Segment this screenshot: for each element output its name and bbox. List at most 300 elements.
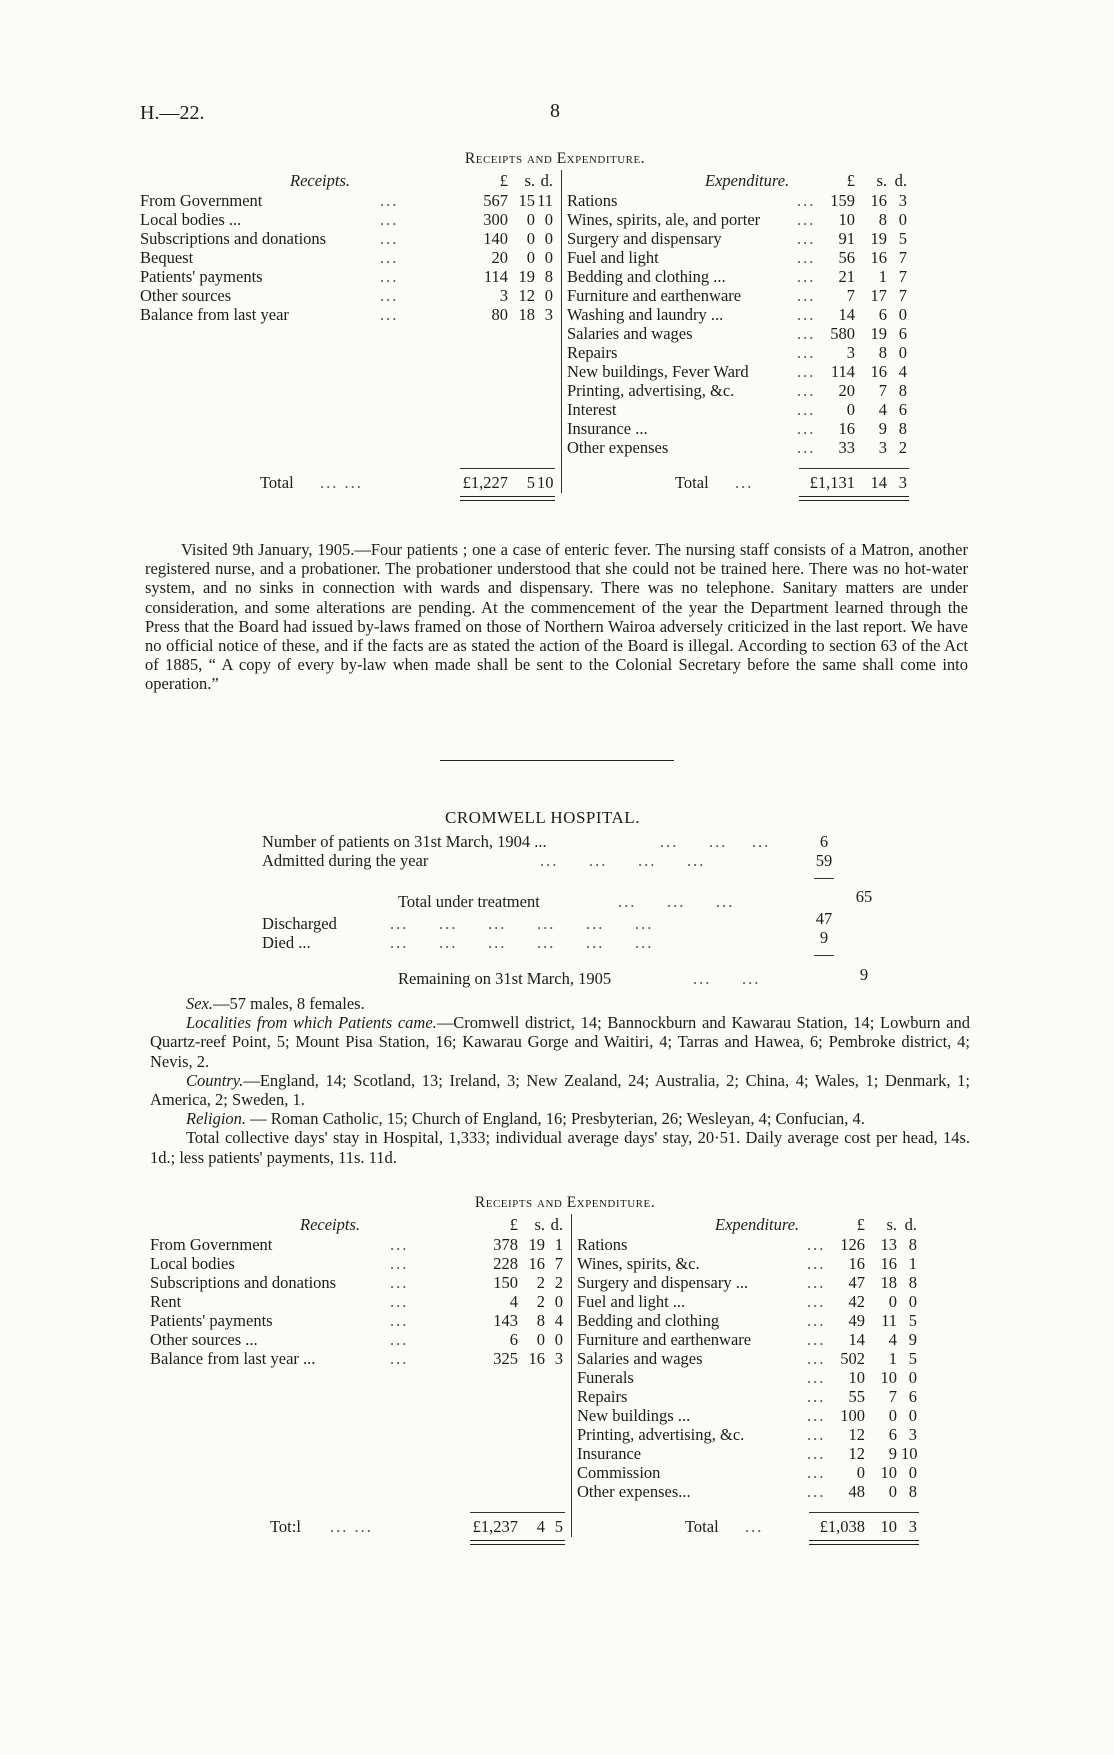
expenditure-pounds: 91: [838, 229, 855, 248]
religion-label: Religion.: [186, 1109, 247, 1129]
leader-dots: ...: [390, 1292, 409, 1311]
column-divider: [571, 1214, 572, 1537]
expenditure-pence: 3: [898, 191, 907, 210]
expenditure-pounds: 0: [856, 1463, 865, 1482]
expenditure-pounds: 100: [840, 1406, 865, 1425]
expenditure-label: Insurance: [577, 1444, 642, 1463]
expenditure-pence: 8: [898, 419, 907, 438]
expenditure-label: Salaries and wages: [577, 1349, 703, 1368]
expenditure-pence: 5: [908, 1311, 917, 1330]
total-rule: [799, 468, 909, 469]
expenditure-label: Furniture and earthenware: [577, 1330, 752, 1349]
expenditure-pounds: 21: [838, 267, 855, 286]
leader-dots: ...: [807, 1235, 826, 1254]
stay-line: Total collective days' stay in Hospital, 1,333; individual average days' stay, 20·51. Daily average cost per head, 14s. 1d.; less patients' payments, 11s. 11d.: [150, 1128, 970, 1167]
receipt-pence: 2: [554, 1273, 563, 1292]
pounds-heading: £: [509, 1215, 518, 1234]
receipts-total-label: Tot:l: [270, 1517, 301, 1536]
expenditure-pounds: 14: [848, 1330, 865, 1349]
leader-dots: ...: [797, 381, 816, 400]
localities-line: [150, 1013, 970, 1071]
stat-patients-start: 6: [819, 832, 829, 851]
receipts-total-pounds: £1,227: [462, 473, 508, 492]
expenditure-label: Printing, advertising, &c.: [567, 381, 735, 400]
country-label: Country.: [186, 1070, 244, 1090]
expenditure-shillings: 1: [878, 267, 887, 286]
receipt-shillings: 19: [528, 1235, 545, 1254]
expenditure-total-shillings: 10: [880, 1517, 897, 1536]
expenditure-label: Bedding and clothing ...: [567, 267, 726, 286]
expenditure-label: Repairs: [567, 343, 618, 362]
pounds-heading: £: [846, 171, 855, 190]
stat-died-label: Died ...: [262, 933, 311, 952]
receipt-pounds: 150: [493, 1273, 518, 1292]
expenditure-label: Repairs: [577, 1387, 628, 1406]
leader-dots: ...: [390, 1349, 409, 1368]
receipt-shillings: 16: [528, 1349, 545, 1368]
expenditure-shillings: 8: [878, 210, 887, 229]
total-rule: [460, 468, 555, 469]
shillings-heading: s.: [886, 1215, 897, 1234]
expenditure-pence: 6: [908, 1387, 917, 1406]
expenditure-shillings: 0: [888, 1406, 897, 1425]
stat-dots: ... ... ...: [618, 892, 735, 911]
expenditure-pounds: 7: [846, 286, 855, 305]
leader-dots: ...: [797, 362, 816, 381]
page-number: 8: [550, 100, 560, 122]
receipt-pounds: 228: [493, 1254, 518, 1273]
expenditure-pounds: 502: [840, 1349, 865, 1368]
receipts-total-pence: 5: [554, 1517, 563, 1536]
expenditure-label: Surgery and dispensary ...: [577, 1273, 749, 1292]
expenditure-pounds: 126: [840, 1235, 865, 1254]
receipt-pounds: 4: [509, 1292, 518, 1311]
expenditure-shillings: 18: [880, 1273, 897, 1292]
leader-dots: ...: [807, 1273, 826, 1292]
receipt-label: Patients' payments: [140, 267, 263, 286]
receipt-pence: 7: [554, 1254, 563, 1273]
expenditure-pence: 6: [898, 400, 907, 419]
receipt-pence: 11: [537, 191, 553, 210]
receipt-label: Other sources: [140, 286, 232, 305]
leader-dots: ...: [807, 1406, 826, 1425]
shillings-heading: s.: [524, 171, 535, 190]
column-divider: [561, 170, 562, 493]
receipt-pounds: 114: [483, 267, 508, 286]
expenditure-total-shillings: 14: [870, 473, 887, 492]
expenditure-pounds: 16: [848, 1254, 865, 1273]
pounds-heading: £: [499, 171, 508, 190]
expenditure-label: New buildings, Fever Ward: [567, 362, 749, 381]
expenditure-total-pence: 3: [908, 1517, 917, 1536]
expenditure-label: New buildings ...: [577, 1406, 691, 1425]
section-divider: [440, 760, 674, 761]
stat-rule: [814, 955, 834, 956]
expenditure-pounds: 42: [848, 1292, 865, 1311]
expenditure-label: Salaries and wages: [567, 324, 693, 343]
cromwell-details: [150, 994, 970, 1167]
expenditure-heading: Expenditure.: [705, 171, 790, 190]
receipt-shillings: 12: [518, 286, 535, 305]
expenditure-pounds: 12: [848, 1425, 865, 1444]
receipt-pounds: 378: [493, 1235, 518, 1254]
expenditure-pounds: 16: [838, 419, 855, 438]
receipts-total-label: Total: [260, 473, 294, 492]
receipt-label: Other sources ...: [150, 1330, 258, 1349]
leader-dots: ...: [797, 305, 816, 324]
leader-dots: ...: [380, 286, 399, 305]
expenditure-pounds: 159: [830, 191, 855, 210]
stat-discharged: 47: [815, 909, 833, 928]
expenditure-total-label: Total: [685, 1517, 719, 1536]
expenditure-shillings: 3: [878, 438, 887, 457]
receipt-shillings: 2: [536, 1273, 545, 1292]
expenditure-pence: 10: [901, 1444, 918, 1463]
expenditure-label: Surgery and dispensary: [567, 229, 722, 248]
shillings-heading: s.: [876, 171, 887, 190]
leader-dots: ...: [797, 419, 816, 438]
expenditure-pence: 8: [908, 1235, 917, 1254]
expenditure-pounds: 20: [838, 381, 855, 400]
leader-dots: ...: [797, 324, 816, 343]
leader-dots: ...: [807, 1254, 826, 1273]
expenditure-pence: 9: [908, 1330, 917, 1349]
receipts-total-shillings: 5: [526, 473, 535, 492]
leader-dots: ...: [807, 1368, 826, 1387]
expenditure-shillings: 10: [880, 1463, 897, 1482]
stat-admitted: 59: [815, 851, 833, 870]
receipt-pounds: 140: [483, 229, 508, 248]
leader-dots: ...: [807, 1387, 826, 1406]
expenditure-shillings: 1: [888, 1349, 897, 1368]
leader-dots: ...: [380, 305, 399, 324]
expenditure-pounds: 10: [838, 210, 855, 229]
receipt-shillings: 16: [528, 1254, 545, 1273]
expenditure-total-pounds: £1,038: [819, 1517, 865, 1536]
receipts-total-shillings: 4: [536, 1517, 545, 1536]
leader-dots: ...: [797, 286, 816, 305]
sex-label: Sex.: [186, 994, 214, 1013]
leader-dots: ...: [797, 191, 816, 210]
receipt-pounds: 3: [499, 286, 508, 305]
receipt-pounds: 6: [509, 1330, 518, 1349]
religion-text: — Roman Catholic, 15; Church of England, 16; Presbyterian, 26; Wesleyan, 4; Confucian, 4.: [246, 1109, 865, 1129]
leader-dots: ...: [380, 229, 399, 248]
expenditure-label: Commission: [577, 1463, 661, 1482]
receipt-label: Bequest: [140, 248, 194, 267]
expenditure-label: Other expenses...: [577, 1482, 691, 1501]
expenditure-pounds: 55: [848, 1387, 865, 1406]
leader-dots: ...: [390, 1273, 409, 1292]
expenditure-total-pence: 3: [898, 473, 907, 492]
receipt-shillings: 0: [526, 248, 535, 267]
expenditure-pence: 4: [898, 362, 907, 381]
receipt-shillings: 8: [536, 1311, 545, 1330]
expenditure-pence: 0: [908, 1463, 917, 1482]
expenditure-label: Bedding and clothing: [577, 1311, 720, 1330]
receipt-pence: 0: [544, 248, 553, 267]
leader-dots: ...: [807, 1349, 826, 1368]
leader-dots: ...: [745, 1517, 764, 1536]
expenditure-pence: 8: [908, 1482, 917, 1501]
shillings-heading: s.: [534, 1215, 545, 1234]
expenditure-shillings: 6: [888, 1425, 897, 1444]
receipt-shillings: 0: [526, 210, 535, 229]
leader-dots: ...: [797, 438, 816, 457]
stat-dots: ... ... ... ... ... ...: [390, 933, 654, 952]
expenditure-shillings: 16: [870, 362, 887, 381]
stat-total: 65: [855, 887, 873, 906]
leader-dots: ...: [797, 343, 816, 362]
sex-line: [150, 994, 970, 1013]
leader-dots: ...: [807, 1444, 826, 1463]
stat-admitted-label: Admitted during the year: [262, 851, 429, 870]
section2-finance-table: [150, 1214, 980, 1569]
receipt-pence: 0: [554, 1292, 563, 1311]
expenditure-pounds: 56: [838, 248, 855, 267]
receipt-label: Balance from last year: [140, 305, 289, 324]
stat-dots: ... ... ...: [660, 832, 771, 851]
expenditure-label: Interest: [567, 400, 617, 419]
expenditure-pence: 3: [908, 1425, 917, 1444]
receipts-heading: Receipts.: [290, 171, 351, 190]
expenditure-pence: 5: [898, 229, 907, 248]
receipt-pence: 8: [544, 267, 553, 286]
leader-dots: ...: [797, 210, 816, 229]
religion-line: [150, 1109, 970, 1128]
expenditure-shillings: 16: [880, 1254, 897, 1273]
receipt-shillings: 18: [518, 305, 535, 324]
receipt-label: Subscriptions and donations: [150, 1273, 337, 1292]
expenditure-shillings: 6: [878, 305, 887, 324]
expenditure-pence: 0: [908, 1406, 917, 1425]
leader-dots: ... ...: [330, 1517, 373, 1536]
receipt-label: From Government: [140, 191, 263, 210]
leader-dots: ...: [807, 1311, 826, 1330]
inspection-paragraph: [145, 540, 968, 694]
receipt-pence: 0: [554, 1330, 563, 1349]
localities-label: Localities from which Patients came.: [186, 1013, 437, 1033]
receipt-shillings: 19: [518, 267, 535, 286]
expenditure-shillings: 7: [888, 1387, 897, 1406]
expenditure-shillings: 10: [880, 1368, 897, 1387]
expenditure-label: Rations: [567, 191, 618, 210]
expenditure-pence: 0: [898, 210, 907, 229]
receipt-shillings: 2: [536, 1292, 545, 1311]
total-double-rule: [460, 496, 555, 501]
total-rule: [470, 1512, 565, 1513]
leader-dots: ...: [807, 1482, 826, 1501]
expenditure-heading: Expenditure.: [715, 1215, 800, 1234]
expenditure-shillings: 0: [888, 1482, 897, 1501]
sex-text: —57 males, 8 females.: [213, 994, 365, 1013]
expenditure-pounds: 12: [848, 1444, 865, 1463]
expenditure-total-pounds: £1,131: [809, 473, 855, 492]
expenditure-pence: 2: [898, 438, 907, 457]
expenditure-pounds: 33: [838, 438, 855, 457]
leader-dots: ...: [797, 400, 816, 419]
leader-dots: ...: [807, 1463, 826, 1482]
stat-rule: [814, 878, 834, 879]
expenditure-pence: 0: [908, 1292, 917, 1311]
expenditure-pence: 1: [908, 1254, 917, 1273]
receipt-label: Rent: [150, 1292, 182, 1311]
country-line: [150, 1071, 970, 1109]
section1-title: Receipts and Expenditure.: [464, 150, 646, 167]
expenditure-shillings: 11: [881, 1311, 897, 1330]
expenditure-shillings: 9: [878, 419, 887, 438]
leader-dots: ...: [735, 473, 754, 492]
receipt-label: Local bodies: [150, 1254, 235, 1273]
receipt-label: Local bodies ...: [140, 210, 242, 229]
section2-title: Receipts and Expenditure.: [474, 1194, 656, 1211]
receipts-total-pence: 10: [537, 473, 554, 492]
receipt-pence: 4: [554, 1311, 563, 1330]
expenditure-label: Wines, spirits, ale, and porter: [567, 210, 761, 229]
expenditure-label: Fuel and light ...: [577, 1292, 686, 1311]
expenditure-shillings: 0: [888, 1292, 897, 1311]
leader-dots: ...: [390, 1330, 409, 1349]
leader-dots: ...: [380, 267, 399, 286]
stat-died: 9: [819, 928, 829, 947]
expenditure-pence: 6: [898, 324, 907, 343]
receipt-pence: 0: [544, 229, 553, 248]
receipt-label: Balance from last year ...: [150, 1349, 316, 1368]
expenditure-pence: 5: [908, 1349, 917, 1368]
leader-dots: ...: [380, 248, 399, 267]
receipt-label: From Government: [150, 1235, 273, 1254]
expenditure-pence: 0: [908, 1368, 917, 1387]
expenditure-total-label: Total: [675, 473, 709, 492]
pence-heading: d.: [894, 171, 907, 190]
expenditure-pence: 8: [898, 381, 907, 400]
expenditure-label: Washing and laundry ...: [567, 305, 724, 324]
receipt-pence: 3: [544, 305, 553, 324]
country-text: —England, 14; Scotland, 13; Ireland, 3; New Zealand, 24; Australia, 2; China, 4; Wales, 1; Denmark, 1; America, 2; Sweden, 1.: [150, 1070, 970, 1110]
receipt-label: Subscriptions and donations: [140, 229, 327, 248]
expenditure-label: Wines, spirits, &c.: [577, 1254, 700, 1273]
leader-dots: ...: [807, 1425, 826, 1444]
expenditure-label: Printing, advertising, &c.: [577, 1425, 745, 1444]
expenditure-pounds: 49: [848, 1311, 865, 1330]
stat-dots: ... ... ... ...: [540, 851, 706, 870]
receipt-shillings: 0: [526, 229, 535, 248]
receipts-total-pounds: £1,237: [472, 1517, 518, 1536]
leader-dots: ...: [797, 229, 816, 248]
leader-dots: ...: [807, 1330, 826, 1349]
expenditure-shillings: 4: [888, 1330, 897, 1349]
receipt-pounds: 143: [493, 1311, 518, 1330]
inspection-text: Visited 9th January, 1905.—Four patients ; one a case of enteric fever. The nursing staff consists of a Matron, another registered nurse, and a probationer. The probationer understood that she could not be trained here. There was no hot-water system, and no sinks in connection with wards and dispensary. There was no telephone. Sanitary matters are under consideration, and some alterations are pending. At the commencement of the year the Department learned through the Press that the Board had issued by-laws framed on those of Northern Wairoa adversely criticized in the last report. We have no official notice of these, and if the facts are as stated the action of the Board is illegal. According to section 63 of the Act of 1885, “ A copy of every by-law when made shall be sent to the Colonial Secretary before the same shall come into operation.”: [145, 540, 968, 694]
receipt-shillings: 15: [518, 191, 535, 210]
leader-dots: ...: [797, 248, 816, 267]
expenditure-shillings: 4: [878, 400, 887, 419]
expenditure-pounds: 48: [848, 1482, 865, 1501]
stat-remaining: 9: [859, 965, 869, 984]
receipt-shillings: 0: [536, 1330, 545, 1349]
receipt-pounds: 567: [483, 191, 508, 210]
stat-discharged-label: Discharged: [262, 914, 337, 933]
total-double-rule: [799, 496, 909, 501]
expenditure-shillings: 7: [878, 381, 887, 400]
receipt-pounds: 80: [491, 305, 508, 324]
leader-dots: ...: [380, 210, 399, 229]
expenditure-pounds: 3: [846, 343, 855, 362]
cromwell-title: CROMWELL HOSPITAL.: [445, 808, 640, 827]
leader-dots: ...: [390, 1235, 409, 1254]
pence-heading: d.: [550, 1215, 563, 1234]
stat-patients-start-label: Number of patients on 31st March, 1904 ...: [262, 832, 547, 851]
pounds-heading: £: [856, 1215, 865, 1234]
expenditure-label: Funerals: [577, 1368, 634, 1387]
expenditure-pence: 7: [898, 248, 907, 267]
expenditure-label: Fuel and light: [567, 248, 659, 267]
pence-heading: d.: [904, 1215, 917, 1234]
localities-text: —Cromwell district, 14; Bannockburn and Kawarau Station, 14; Lowburn and Quartz-reef Point, 5; Mount Pisa Station, 16; Kawarau Gorge and Waitiri, 4; Tarras and Hawea, 6; Pembroke district, 4; Nevis, 2.: [150, 1013, 970, 1071]
expenditure-label: Other expenses: [567, 438, 669, 457]
expenditure-shillings: 17: [870, 286, 887, 305]
expenditure-pounds: 0: [846, 400, 855, 419]
leader-dots: ...: [807, 1292, 826, 1311]
stat-total-label: Total under treatment: [398, 892, 540, 911]
expenditure-pounds: 14: [838, 305, 855, 324]
stat-remaining-label: Remaining on 31st March, 1905: [398, 969, 612, 988]
leader-dots: ... ...: [320, 473, 363, 492]
receipt-pounds: 20: [491, 248, 508, 267]
pence-heading: d.: [540, 171, 553, 190]
leader-dots: ...: [390, 1254, 409, 1273]
expenditure-pence: 7: [898, 267, 907, 286]
receipt-pence: 0: [544, 286, 553, 305]
stat-dots: ... ... ... ... ... ...: [390, 914, 654, 933]
receipt-pence: 1: [554, 1235, 563, 1254]
expenditure-shillings: 8: [878, 343, 887, 362]
document-reference: H.—22.: [140, 102, 205, 124]
receipt-pounds: 300: [483, 210, 508, 229]
total-double-rule: [809, 1540, 919, 1545]
total-rule: [809, 1512, 919, 1513]
expenditure-pounds: 580: [830, 324, 855, 343]
total-double-rule: [470, 1540, 565, 1545]
receipt-pounds: 325: [493, 1349, 518, 1368]
expenditure-pence: 8: [908, 1273, 917, 1292]
section1-finance-table: [140, 170, 970, 525]
expenditure-label: Furniture and earthenware: [567, 286, 742, 305]
expenditure-shillings: 9: [888, 1444, 897, 1463]
expenditure-shillings: 16: [870, 191, 887, 210]
leader-dots: ...: [380, 191, 399, 210]
leader-dots: ...: [390, 1311, 409, 1330]
expenditure-pence: 0: [898, 305, 907, 324]
leader-dots: ...: [797, 267, 816, 286]
stat-dots: ... ...: [693, 969, 761, 988]
expenditure-shillings: 19: [870, 324, 887, 343]
receipt-label: Patients' payments: [150, 1311, 273, 1330]
expenditure-pounds: 10: [848, 1368, 865, 1387]
expenditure-label: Insurance ...: [567, 419, 648, 438]
expenditure-pence: 7: [898, 286, 907, 305]
expenditure-shillings: 16: [870, 248, 887, 267]
expenditure-pounds: 47: [848, 1273, 865, 1292]
expenditure-shillings: 19: [870, 229, 887, 248]
expenditure-pence: 0: [898, 343, 907, 362]
receipt-pence: 0: [544, 210, 553, 229]
expenditure-pounds: 114: [830, 362, 855, 381]
expenditure-shillings: 13: [880, 1235, 897, 1254]
receipts-heading: Receipts.: [300, 1215, 361, 1234]
receipt-pence: 3: [554, 1349, 563, 1368]
expenditure-label: Rations: [577, 1235, 628, 1254]
